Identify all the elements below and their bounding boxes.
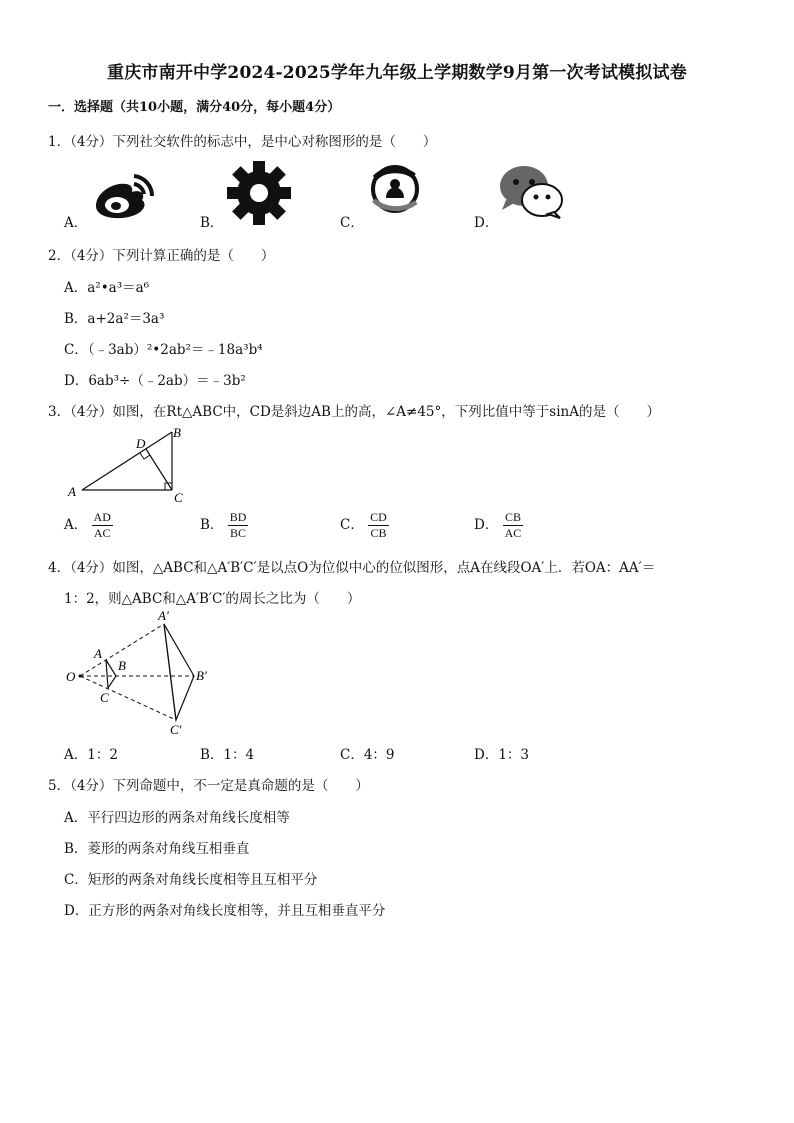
q3-option-d-numerator: CB [504, 510, 521, 524]
question-2-stem: 2．（4分）下列计算正确的是（ ） [48, 248, 275, 264]
q4-figure [58, 608, 228, 744]
page-title: 重庆市南开中学2024-2025学年九年级上学期数学9月第一次考试模拟试卷 [107, 63, 687, 83]
q3-label-b: B [173, 425, 181, 440]
q4-option-b[interactable]: B．1：4 [200, 747, 255, 763]
q2-option-c[interactable]: C．（﹣3ab）²•2ab²＝﹣18a³b⁴ [64, 342, 263, 358]
q4-label-b-prime: B′ [196, 668, 207, 683]
question-4-stem-line1: 4．（4分）如图，△ABC和△A′B′C′是以点O为位似中心的位似图形，点A在线段OA′上．若OA：AA′＝ [48, 560, 656, 576]
q3-option-d-denominator: AC [504, 526, 522, 540]
q5-option-a[interactable]: A．平行四边形的两条对角线长度相等 [64, 810, 290, 826]
q2-option-a[interactable]: A．a²•a³＝a⁶ [64, 280, 150, 296]
q3-option-b[interactable] [200, 510, 248, 541]
q3-figure [62, 422, 192, 512]
q4-label-b: B [118, 658, 126, 673]
q3-option-a-letter: A． [64, 517, 88, 533]
q4-label-a-prime: A′ [158, 608, 169, 623]
q3-option-d[interactable] [474, 510, 523, 541]
q5-option-b[interactable]: B．菱形的两条对角线互相垂直 [64, 841, 250, 857]
q5-option-d[interactable]: D．正方形的两条对角线长度相等，并且互相垂直平分 [64, 903, 386, 919]
q3-option-b-numerator: BD [229, 510, 247, 524]
section-header: 一．选择题（共10小题，满分40分，每小题4分） [48, 100, 341, 115]
q1-option-a[interactable]: A． [64, 215, 88, 231]
q1-option-d[interactable]: D． [474, 215, 499, 231]
q3-option-c-letter: C． [340, 517, 364, 533]
q2-option-d[interactable]: D．6ab³÷（﹣2ab）＝﹣3b² [64, 373, 246, 389]
q3-label-c: C [174, 490, 183, 505]
q5-option-c[interactable]: C．矩形的两条对角线长度相等且互相平分 [64, 872, 318, 888]
chat-logo-icon [496, 164, 566, 224]
q3-option-d-letter: D． [474, 517, 499, 533]
q3-label-d: D [136, 436, 146, 451]
q4-label-o: O [66, 669, 76, 684]
q1-option-c[interactable]: C． [340, 215, 364, 231]
q3-option-a-denominator: AC [93, 526, 111, 540]
q1-option-b[interactable]: B． [200, 215, 224, 231]
question-5-stem: 5．（4分）下列命题中，不一定是真命题的是（ ） [48, 778, 369, 794]
q3-option-c[interactable] [340, 510, 389, 541]
q4-option-d[interactable]: D．1：3 [474, 747, 530, 763]
circle-logo-icon [364, 164, 426, 218]
q3-option-a-numerator: AD [93, 510, 111, 524]
q3-option-c-denominator: CB [370, 526, 387, 540]
gear-logo-icon [226, 160, 292, 230]
q3-option-a[interactable] [64, 510, 113, 541]
question-1-stem: 1．（4分）下列社交软件的标志中，是中心对称图形的是（ ） [48, 134, 437, 150]
question-4-stem-line2: 1：2，则△ABC和△A′B′C′的周长之比为（ ） [64, 591, 361, 607]
q4-label-a: A [94, 646, 102, 661]
q4-option-c[interactable]: C．4：9 [340, 747, 395, 763]
weibo-logo-icon [90, 172, 156, 226]
q2-option-b[interactable]: B．a+2a²＝3a³ [64, 311, 165, 327]
q3-label-a: A [68, 484, 76, 499]
q4-label-c: C [100, 690, 109, 705]
q3-option-b-letter: B． [200, 517, 224, 533]
q3-option-c-numerator: CD [370, 510, 387, 524]
q4-option-a[interactable]: A．1：2 [64, 747, 118, 763]
q3-option-b-denominator: BC [230, 526, 247, 540]
question-3-stem: 3．（4分）如图，在Rt△ABC中，CD是斜边AB上的高，∠A≠45°，下列比值中等于sinA的是（ ） [48, 404, 660, 420]
q4-label-c-prime: C′ [170, 722, 182, 737]
